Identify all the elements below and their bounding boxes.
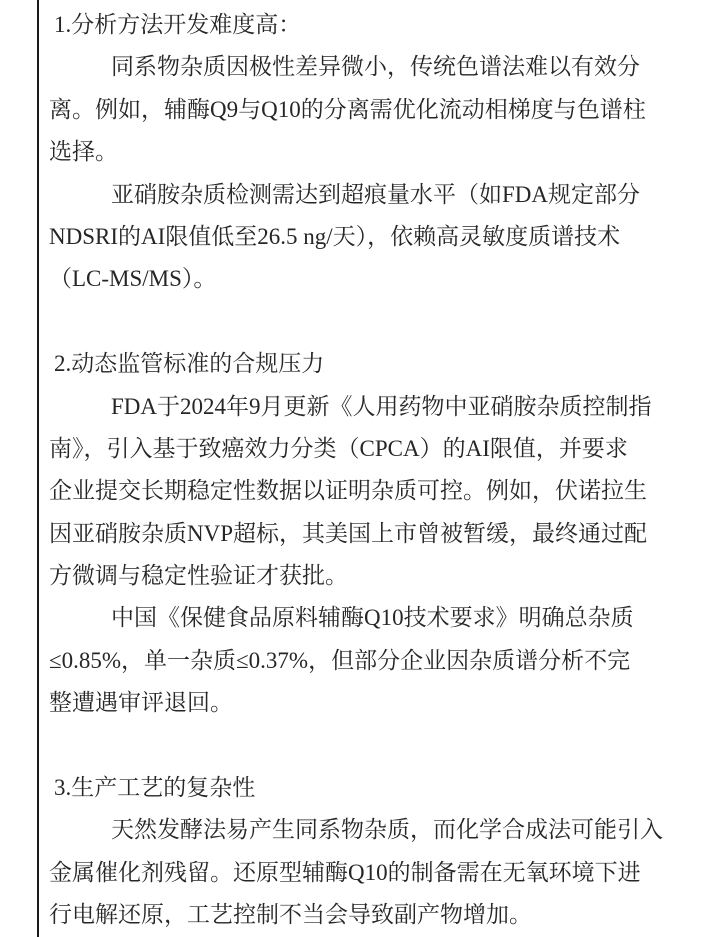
text-line: （LC-MS/MS）。 bbox=[49, 266, 217, 292]
text-line: 因亚硝胺杂质NVP超标，其美国上市曾被暂缓，最终通过配 bbox=[49, 520, 648, 546]
text-line: 中国《保健食品原料辅酶Q10技术要求》明确总杂质 bbox=[111, 605, 634, 631]
text-line: 方微调与稳定性验证才获批。 bbox=[49, 563, 348, 589]
section-3-heading: 3.生产工艺的复杂性 bbox=[54, 775, 256, 801]
section-1-heading: 1.分析方法开发难度高： bbox=[54, 12, 302, 37]
section-3 bbox=[49, 767, 673, 937]
document-frame bbox=[37, 0, 701, 937]
text-line: FDA于2024年9月更新《人用药物中亚硝胺杂质控制指 bbox=[111, 393, 652, 419]
text-line: 行电解还原，工艺控制不当会导致副产物增加。 bbox=[49, 902, 532, 928]
text-line: 亚硝胺杂质检测需达到超痕量水平（如FDA规定部分 bbox=[111, 181, 641, 207]
text-line: 南》，引入基于致癌效力分类（CPCA）的AI限值，并要求 bbox=[49, 435, 628, 461]
text-line: 离。例如，辅酶Q9与Q10的分离需优化流动相梯度与色谱柱 bbox=[49, 96, 646, 122]
text-line: 同系物杂质因极性差异微小，传统色谱法难以有效分 bbox=[111, 54, 640, 80]
text-line: 金属催化剂残留。还原型辅酶Q10的制备需在无氧环境下进 bbox=[49, 859, 641, 885]
section-2-heading: 2.动态监管标准的合规压力 bbox=[54, 351, 325, 377]
text-line: 天然发酵法易产生同系物杂质，而化学合成法可能引入 bbox=[111, 817, 663, 843]
text-line: ≤0.85%，单一杂质≤0.37%，但部分企业因杂质谱分析不完 bbox=[49, 647, 631, 673]
section-2 bbox=[49, 343, 673, 725]
text-line: 整遭遇审评退回。 bbox=[49, 690, 233, 716]
text-line: 选择。 bbox=[49, 139, 118, 165]
text-line: 企业提交长期稳定性数据以证明杂质可控。例如，伏诺拉生 bbox=[49, 478, 647, 504]
section-1 bbox=[49, 4, 673, 301]
text-line: NDSRI的AI限值低至26.5 ng/天），依赖高灵敏度质谱技术 bbox=[49, 223, 621, 249]
